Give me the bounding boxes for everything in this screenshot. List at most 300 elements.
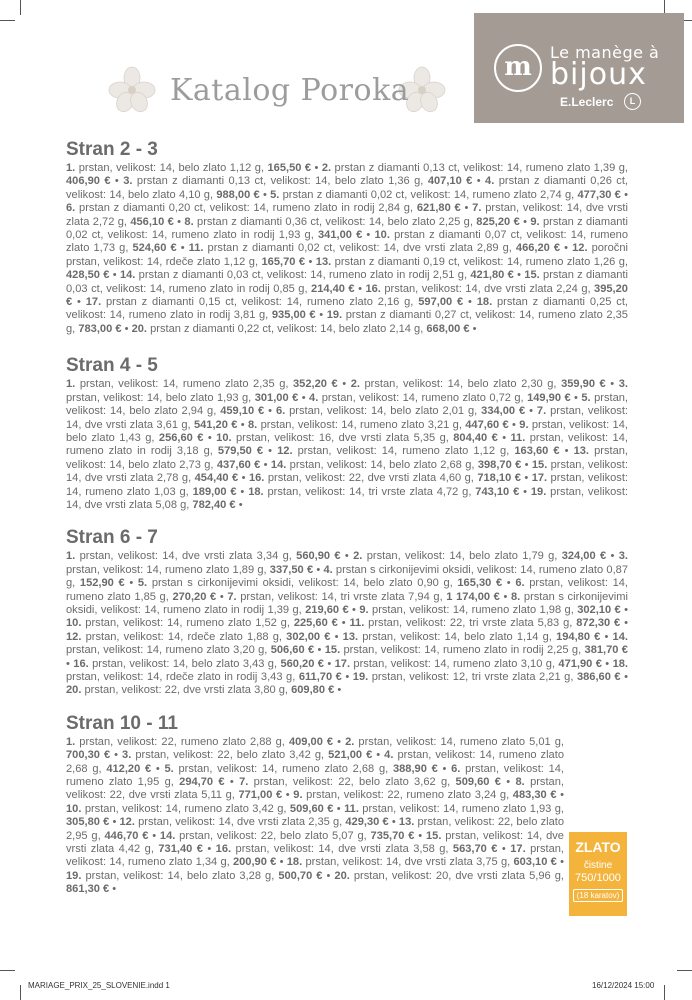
gold-purity-badge	[569, 832, 627, 916]
item-price: 603,10 €	[513, 856, 557, 869]
item-price: 429,30 €	[345, 816, 389, 829]
item-price: 560,20 €	[280, 657, 324, 670]
catalog-item	[123, 175, 472, 187]
item-number: 3.	[618, 550, 628, 563]
item-number: 15.	[324, 644, 341, 657]
item-description: prstan, velikost: 14, rumeno zlato 2,68 g,	[173, 762, 393, 775]
catalog-item	[66, 631, 330, 643]
item-description: prstan, velikost: 14, rumeno zlato 2,35 g,	[75, 378, 294, 391]
item-description: prstan z diamanti 0,25 ct, velikost: 14, rumeno zlato in rodij 3,81 g,	[66, 296, 628, 322]
item-number: 16.	[248, 472, 265, 485]
item-number: 4.	[485, 175, 495, 188]
item-description: prstan, velikost: 22, belo zlato 3,42 g,	[131, 749, 329, 762]
catalog-item	[349, 617, 620, 629]
item-number: 4.	[309, 391, 319, 404]
item-price: 352,20 €	[293, 378, 338, 391]
item-price: 509,60 €	[455, 776, 501, 789]
catalog-item	[86, 296, 463, 308]
item-description: prstan, velikost: 14, dve vrsti zlata 5,08 g,	[66, 485, 629, 511]
item-description: prstan, velikost: 14, belo zlato 3,28 g,	[81, 869, 279, 882]
item-description: prstan, velikost: 22, rumeno zlato 2,88 g,	[75, 735, 289, 748]
item-description: prstan z diamanti 0,15 ct, velikost: 14, rumeno zlato 2,16 g,	[101, 296, 419, 309]
item-price: 718,10 €	[477, 472, 521, 485]
item-price: 506,60 €	[270, 644, 315, 657]
item-description: prstan, velikost: 14, rumeno zlato 1,98 g,	[368, 603, 578, 616]
item-number: 17.	[85, 296, 102, 309]
item-number: 8.	[511, 590, 521, 603]
item-number: 15.	[425, 829, 442, 842]
catalog-item	[343, 631, 601, 643]
catalog-item	[216, 843, 498, 855]
catalog-item	[335, 658, 602, 670]
item-number: 20.	[131, 322, 148, 335]
item-price: 509,60 €	[289, 802, 334, 815]
item-number: 1.	[66, 735, 76, 748]
catalog-item	[66, 736, 333, 748]
item-price: 163,60 €	[514, 445, 560, 458]
item-price: 521,00 €	[328, 749, 373, 762]
item-number: 18.	[286, 856, 303, 869]
catalog-item	[277, 445, 559, 457]
item-price: 611,70 €	[298, 671, 342, 683]
item-description: prstan, velikost: 14, rdeče zlato in rodij 3,43 g,	[66, 671, 299, 683]
item-price: 334,00 €	[481, 405, 526, 418]
item-number: 11.	[188, 242, 204, 255]
item-description: prstan, velikost: 14, rumeno zlato 1,03 g,	[66, 472, 628, 498]
item-description: prstan, velikost: 14, belo zlato 3,43 g,	[88, 657, 281, 670]
item-price: 194,80 €	[556, 630, 601, 643]
leclerc-logo-letter: L	[629, 96, 636, 106]
catalog-item	[165, 763, 438, 775]
item-number: 7.	[472, 202, 482, 215]
item-price: 189,00 €	[192, 485, 237, 498]
item-price: 428,50 €	[66, 269, 110, 282]
item-price: 225,60 €	[293, 617, 338, 630]
item-price: 214,40 €	[311, 282, 355, 295]
catalog-item	[66, 550, 341, 562]
badge-title: ZLATO	[575, 839, 621, 855]
item-description: prstan, velikost: 14, dve vrsti zlata 2,78 g,	[66, 458, 628, 485]
item-number: 13.	[315, 255, 332, 268]
item-number: 8.	[184, 215, 194, 228]
item-description: prstan, velikost: 14, rumeno zlato 3,21 g,	[257, 418, 466, 431]
item-price: 152,90 €	[79, 577, 125, 590]
item-price: 301,00 €	[254, 391, 299, 404]
item-price: 466,20 €	[515, 242, 561, 255]
brand-company: E.Leclerc	[560, 95, 614, 109]
item-description: prstan s cirkonijevimi oksidi, velikost: 14, belo zlato 0,90 g,	[147, 577, 458, 590]
item-price: 386,60 €	[576, 671, 621, 683]
item-number: 16.	[73, 657, 89, 670]
item-description: prstan, velikost: 14, dve vrsti zlata 2,24 g,	[380, 282, 595, 295]
item-number: 10.	[66, 617, 82, 630]
item-price: 483,30 €	[512, 789, 557, 802]
item-price: 270,20 €	[172, 590, 217, 603]
item-price: 437,60 €	[216, 458, 261, 471]
item-number: 6.	[451, 762, 461, 775]
flower-icon	[108, 66, 156, 114]
item-description: prstan, velikost: 22, dve vrsti zlata 5,11 g,	[66, 776, 564, 802]
item-description: prstan z diamanti 0,19 ct, velikost: 14, rumeno zlato 1,26 g,	[331, 255, 628, 268]
item-description: prstan, velikost: 14, rumeno zlato 1,12 g,	[292, 445, 515, 458]
brand-logo-icon	[494, 44, 542, 92]
section-title: Stran 10 - 11	[66, 712, 178, 734]
item-price: 409,00 €	[288, 735, 334, 748]
item-description: prstan, velikost: 14, belo zlato 2,68 g,	[286, 458, 478, 471]
footer-date: 16/12/2024 15:00	[592, 981, 655, 990]
item-description: prstan, velikost: 14, belo zlato 1,79 g,	[362, 550, 562, 563]
section-title: Stran 6 - 7	[66, 527, 158, 549]
item-number: 18.	[248, 485, 264, 498]
item-number: 14.	[270, 458, 287, 471]
item-description: prstan, velikost: 14, rumeno zlato 5,01 g,	[354, 735, 564, 748]
item-number: 14.	[612, 630, 628, 643]
catalog-item	[66, 162, 311, 174]
item-number: 13.	[342, 630, 359, 643]
item-price: 471,90 €	[558, 657, 602, 670]
item-price: 149,90 €	[527, 391, 571, 404]
item-number: 19.	[352, 671, 369, 683]
item-description: prstan, velikost: 14, belo zlato 1,43 g,	[66, 418, 628, 444]
item-number: 20.	[66, 684, 82, 697]
catalog-item	[227, 591, 500, 603]
item-description: prstan, velikost: 22, belo zlato 5,07 g,	[175, 829, 371, 842]
item-number: 17.	[531, 472, 548, 485]
item-description: prstan, velikost: 14, belo zlato 1,14 g,	[358, 630, 557, 643]
item-number: 16.	[215, 843, 232, 856]
section-body: 1. prstan, velikost: 22, rumeno zlato 2,88 g, 409,00 € • 2. prstan, velikost: 14, rumeno zlato 5,01 g, 700,30 € • 3. prstan, velikost: 22, belo zlato 3,42 g, 521,00 € • 4. prstan, velikost: 14, rumeno zlato 2,68 g, 412,20 € • 5. prstan, velikost: 14, rumeno zlato 2,68 g, 388,90 € • 6. prstan, velikost: 14, rumeno zlato 1,95 g, 294,70 € • 7. prstan, velikost: 22, belo zlato 3,62 g, 509,60 € • 8. prstan, velikost: 22, dve vrsti zlata 5,11 g, 771,00 € • 9. prstan, velikost: 22, rumeno zlato 3,24 g, 483,30 € • 10. prstan, velikost: 14, rumeno zlato 3,42 g, 509,60 € • 11. prstan, velikost: 14, rumeno zlato 1,93 g, 305,80 € • 12. prstan, velikost: 14, dve vrsti zlata 2,35 g, 429,30 € • 13. prstan, velikost: 22, belo zlato 2,95 g, 446,70 € • 14. prstan, velikost: 22, belo zlato 5,07 g, 735,70 € • 15. prstan, velikost: 14, dve vrsti zlata 4,42 g, 731,40 € • 16. prstan, velikost: 14, dve vrsti zlata 3,58 g, 563,70 € • 17. prstan, velikost: 14, rumeno zlato 1,34 g, 200,90 € • 18. prstan, velikost: 14, dve vrsti zlata 3,75 g, 603,10 € • 19. prstan, velikost: 14, belo zlato 3,28 g, 500,70 € • 20. prstan, velikost: 20, dve vrsti zlata 5,96 g, 861,30 € •	[66, 735, 565, 896]
item-price: 200,90 €	[232, 856, 277, 869]
item-number: 11.	[344, 802, 359, 815]
catalog-item	[216, 432, 498, 444]
item-price: 988,00 €	[216, 188, 260, 201]
catalog-section	[66, 138, 628, 336]
item-description: prstan, velikost: 14, tri vrste zlata 4,72 g,	[263, 485, 476, 498]
item-price: 294,70 €	[179, 776, 225, 789]
item-description: prstan, velikost: 14, rumeno zlato 1,95 g,	[66, 762, 565, 789]
item-price: 861,30 €	[66, 883, 110, 896]
item-number: 16.	[365, 282, 381, 295]
item-description: poročni prstan, velikost: 14, rdeče zlato 1,12 g,	[66, 242, 628, 268]
item-description: prstan s cirkonijevimi oksidi, velikost: 14, rumeno zlato 0,87 g,	[66, 563, 628, 590]
item-price: 609,80 €	[291, 684, 335, 697]
item-number: 12.	[119, 816, 135, 829]
brand-tagline: Le manège à	[550, 43, 660, 62]
item-price: 324,00 €	[561, 550, 607, 563]
item-price: 597,00 €	[418, 296, 464, 309]
item-description: prstan, velikost: 14, dve vrsti zlata 3,75 g,	[302, 856, 514, 869]
section-body: 1. prstan, velikost: 14, rumeno zlato 2,35 g, 352,20 € • 2. prstan, velikost: 14, belo zlato 2,30 g, 359,90 € • 3. prstan, velikost: 14, belo zlato 1,93 g, 301,00 € • 4. prstan, velikost: 14, rumeno zlato 0,72 g, 149,90 € • 5. prstan, velikost: 14, belo zlato 2,94 g, 459,10 € • 6. prstan, velikost: 14, belo zlato 2,01 g, 334,00 € • 7. prstan, velikost: 14, dve vrsti zlata 3,61 g, 541,20 € • 8. prstan, velikost: 14, rumeno zlato 3,21 g, 447,60 € • 9. prstan, velikost: 14, belo zlato 1,43 g, 256,60 € • 10. prstan, velikost: 16, dve vrsti zlata 5,35 g, 804,40 € • 11. prstan, velikost: 14, rumeno zlato in rodij 3,18 g, 579,50 € • 12. prstan, velikost: 14, rumeno zlato 1,12 g, 163,60 € • 13. prstan, velikost: 14, belo zlato 2,73 g, 437,60 € • 14. prstan, velikost: 14, belo zlato 2,68 g, 398,70 € • 15. prstan, velikost: 14, dve vrsti zlata 2,78 g, 454,40 € • 16. prstan, velikost: 22, dve vrsti zlata 4,60 g, 718,10 € • 17. prstan, velikost: 14, rumeno zlato 1,03 g, 189,00 € • 18. prstan, velikost: 14, tri vrste zlata 4,72 g, 743,10 € • 19. prstan, velikost: 14, dve vrsti zlata 5,08 g, 782,40 € •	[66, 378, 629, 511]
item-price: 256,60 €	[158, 431, 204, 444]
brand-name: bijoux	[550, 57, 647, 92]
catalog-item	[359, 604, 620, 616]
item-price: 477,30 €	[577, 188, 621, 201]
crop-mark	[0, 970, 15, 971]
item-number: 4.	[384, 749, 394, 762]
catalog-item	[66, 617, 338, 629]
item-price: 579,50 €	[217, 445, 264, 458]
item-price: 165,30 €	[457, 577, 503, 590]
item-number: 15.	[524, 269, 540, 282]
footer-file: MARIAGE_PRIX_25_SLOVENIE.indd 1	[28, 981, 170, 990]
brand-logo-mark: m	[504, 52, 532, 82]
item-number: 14.	[159, 829, 176, 842]
catalog-item	[270, 189, 621, 201]
item-price: 731,40 €	[158, 843, 203, 856]
item-number: 17.	[334, 657, 351, 670]
catalog-title: Katalog Poroka	[170, 73, 410, 108]
item-price: 165,70 €	[261, 255, 306, 268]
item-description: prstan, velikost: 14, rumeno zlato 1,93 g,	[358, 802, 564, 815]
section-title: Stran 2 - 3	[66, 139, 158, 160]
item-price: 302,10 €	[577, 603, 621, 616]
item-price: 782,40 €	[192, 498, 236, 511]
item-description: prstan s cirkonijevimi oksidi, velikost: 14, rumeno zlato in rodij 1,39 g,	[66, 590, 628, 616]
item-description: prstan, velikost: 14, rumeno zlato 3,42 g,	[81, 802, 290, 815]
item-description: prstan, velikost: 14, rumeno zlato 2,68 g,	[66, 749, 564, 775]
catalog-item	[66, 803, 333, 815]
catalog-item	[184, 216, 519, 228]
catalog-item	[351, 378, 606, 390]
catalog-content	[66, 138, 628, 911]
item-description: prstan, velikost: 14, dve vrsti zlata 3,58 g,	[231, 843, 453, 856]
item-number: 5.	[137, 577, 148, 590]
item-price: 935,00 €	[271, 309, 316, 322]
crop-mark	[0, 20, 15, 21]
item-description: prstan, velikost: 14, dve vrsti zlata 2,72 g,	[66, 202, 628, 228]
item-price: 560,90 €	[296, 550, 341, 563]
catalog-item	[271, 459, 521, 471]
catalog-item	[309, 392, 571, 404]
item-description: prstan, velikost: 22, dve vrsti zlata 3,80 g,	[81, 684, 292, 697]
item-number: 12.	[66, 630, 82, 643]
item-number: 9.	[519, 418, 529, 431]
item-price: 621,80 €	[416, 202, 461, 215]
item-number: 19.	[326, 309, 343, 322]
item-description: prstan, velikost: 14, belo zlato 2,94 g,	[66, 391, 629, 418]
item-number: 6.	[515, 577, 525, 590]
crop-mark	[20, 0, 21, 15]
item-number: 7.	[536, 405, 547, 418]
item-price: 700,30 €	[66, 749, 111, 762]
catalog-section	[66, 712, 628, 897]
item-description: prstan z diamanti 0,27 ct, velikost: 14, rumeno zlato 2,35 g,	[66, 309, 628, 335]
item-number: 6.	[275, 405, 286, 418]
item-description: prstan, velikost: 14, dve vrsti zlata 4,42 g,	[66, 829, 564, 856]
item-number: 7.	[227, 590, 237, 603]
catalog-section	[66, 526, 628, 697]
item-number: 3.	[618, 378, 628, 391]
item-price: 825,20 €	[476, 215, 520, 228]
catalog-section	[66, 354, 628, 512]
item-number: 14.	[119, 269, 136, 282]
item-price: 421,80 €	[470, 269, 514, 282]
catalog-item	[73, 658, 324, 670]
item-description: prstan, velikost: 14, rumeno zlato 1,89 g,	[66, 563, 270, 576]
item-description: prstan, velikost: 14, belo zlato 2,73 g,	[66, 445, 628, 471]
item-price: 359,90 €	[561, 378, 606, 391]
item-price: 500,70 €	[278, 869, 323, 882]
item-price: 783,00 €	[78, 322, 122, 335]
item-number: 15.	[531, 458, 548, 471]
item-price: 302,00 €	[286, 630, 331, 643]
item-price: 743,10 €	[475, 485, 520, 498]
item-number: 7.	[239, 776, 249, 789]
item-number: 1.	[66, 378, 76, 391]
item-price: 872,30 €	[576, 617, 621, 630]
item-description: prstan z diamanti 0,02 ct, velikost: 14, dve vrsti zlata 2,89 g,	[203, 242, 516, 255]
badge-purity: 750/1000	[575, 872, 621, 884]
item-price: 407,10 €	[427, 175, 473, 188]
item-price: 219,60 €	[305, 603, 349, 616]
item-number: 12.	[277, 445, 293, 458]
item-number: 10.	[374, 229, 390, 242]
item-description: prstan, velikost: 22, belo zlato 3,62 g,	[248, 776, 456, 789]
item-description: prstan z diamanti 0,03 ct, velikost: 14, rumeno zlato in rodij 2,51 g,	[135, 269, 471, 282]
crop-mark	[664, 985, 665, 1000]
item-number: 4.	[323, 563, 333, 576]
item-description: prstan z diamanti 0,02 ct, velikost: 14, rumeno zlato 2,74 g,	[279, 188, 578, 201]
leclerc-logo-icon	[624, 93, 641, 110]
item-description: prstan z diamanti 0,22 ct, velikost: 14, belo zlato 2,14 g,	[147, 322, 427, 335]
catalog-item	[66, 378, 338, 390]
item-number: 3.	[122, 749, 132, 762]
item-description: prstan, velikost: 14, rumeno zlato 0,72 g,	[318, 391, 528, 404]
item-description: prstan, velikost: 14, rumeno zlato 1,34 g,	[66, 843, 565, 869]
item-number: 18.	[612, 657, 628, 670]
item-number: 12.	[572, 242, 588, 255]
item-number: 8.	[515, 776, 525, 789]
catalog-item	[66, 202, 461, 214]
item-price: 395,20 €	[66, 282, 628, 309]
brand-logo-box	[474, 13, 684, 123]
item-description: prstan, velikost: 14, rumeno zlato 3,20 g,	[66, 644, 271, 657]
item-price: 165,50 €	[267, 162, 312, 174]
item-number: 1.	[66, 550, 76, 563]
catalog-item	[239, 776, 501, 788]
catalog-item	[353, 671, 621, 683]
item-description: prstan, velikost: 14, belo zlato 2,30 g,	[359, 378, 562, 391]
item-price: 446,70 €	[104, 829, 149, 842]
item-number: 10.	[216, 431, 232, 444]
crop-mark	[20, 985, 21, 1000]
item-number: 20.	[334, 869, 350, 882]
catalog-item	[287, 856, 557, 868]
item-price: 398,70 €	[477, 458, 522, 471]
item-number: 19.	[530, 485, 547, 498]
catalog-item	[66, 870, 322, 882]
catalog-item	[325, 644, 628, 656]
catalog-item	[249, 472, 521, 484]
item-number: 11.	[349, 617, 365, 630]
item-price: 735,70 €	[370, 829, 415, 842]
item-description: prstan, velikost: 14, tri vrste zlata 7,94 g,	[236, 590, 447, 603]
item-number: 1.	[66, 162, 76, 174]
item-price: 1 174,00 €	[446, 590, 500, 603]
item-description: prstan, velikost: 14, belo zlato 1,12 g,	[75, 162, 268, 174]
item-price: 459,10 €	[220, 405, 265, 418]
section-body: 1. prstan, velikost: 14, belo zlato 1,12 g, 165,50 € • 2. prstan z diamanti 0,13 ct, velikost: 14, rumeno zlato 1,39 g, 406,90 € • 3. prstan z diamanti 0,13 ct, velikost: 14, belo zlato 1,36 g, 407,10 € • 4. prstan z diamanti 0,26 ct, velikost: 14, belo zlato 4,10 g, 988,00 € • 5. prstan z diamanti 0,02 ct, velikost: 14, rumeno zlato 2,74 g, 477,30 € • 6. prstan z diamanti 0,20 ct, velikost: 14, rumeno zlato in rodij 2,84 g, 621,80 € • 7. prstan, velikost: 14, dve vrsti zlata 2,72 g, 456,10 € • 8. prstan z diamanti 0,36 ct, velikost: 14, belo zlato 2,25 g, 825,20 € • 9. prstan z diamanti 0,02 ct, velikost: 14, rumeno zlato in rodij 1,93 g, 341,00 € • 10. prstan z diamanti 0,07 ct, velikost: 14, rumeno zlato 1,73 g, 524,60 € • 11. prstan z diamanti 0,02 ct, velikost: 14, dve vrsti zlata 2,89 g, 466,20 € • 12. poročni prstan, velikost: 14, rdeče zlato 1,12 g, 165,70 € • 13. prstan z diamanti 0,19 ct, velikost: 14, rumeno zlato 1,26 g, 428,50 € • 14. prstan z diamanti 0,03 ct, velikost: 14, rumeno zlato in rodij 2,51 g, 421,80 € • 15. prstan z diamanti 0,03 ct, velikost: 14, rumeno zlato in rodij 0,85 g, 214,40 € • 16. prstan, velikost: 14, dve vrsti zlata 2,24 g, 395,20 € • 17. prstan z diamanti 0,15 ct, velikost: 14, rumeno zlato 2,16 g, 597,00 € • 18. prstan z diamanti 0,25 ct, velikost: 14, rumeno zlato in rodij 3,81 g, 935,00 € • 19. prstan z diamanti 0,27 ct, velikost: 14, rumeno zlato 2,35 g, 783,00 € • 20. prstan z diamanti 0,22 ct, velikost: 14, belo zlato 2,14 g, 668,00 € •	[66, 162, 629, 335]
item-description: prstan, velikost: 14, rumeno zlato in rodij 2,25 g,	[340, 644, 585, 657]
item-number: 2.	[321, 162, 332, 174]
item-price: 668,00 €	[426, 322, 470, 335]
item-number: 9.	[293, 789, 303, 802]
item-number: 6.	[66, 202, 76, 215]
item-number: 9.	[530, 215, 540, 228]
item-price: 305,80 €	[66, 816, 110, 829]
item-number: 18.	[476, 296, 493, 309]
badge-line: čistine	[583, 860, 613, 871]
item-number: 5.	[164, 762, 174, 775]
catalog-item	[276, 405, 525, 417]
item-description: prstan z diamanti 0,36 ct, velikost: 14, belo zlato 2,25 g,	[193, 215, 477, 228]
item-price: 454,40 €	[194, 472, 239, 485]
item-description: prstan z diamanti 0,26 ct, velikost: 14, belo zlato 4,10 g,	[66, 175, 628, 201]
item-description: prstan z diamanti 0,02 ct, velikost: 14, rumeno zlato in rodij 1,93 g,	[66, 215, 628, 242]
item-description: prstan, velikost: 14, rumeno zlato in rodij 3,18 g,	[66, 431, 628, 458]
item-price: 406,90 €	[66, 175, 111, 188]
item-description: prstan z diamanti 0,13 ct, velikost: 14, belo zlato 1,36 g,	[132, 175, 428, 188]
item-description: prstan z diamanti 0,07 ct, velikost: 14, rumeno zlato 1,73 g,	[66, 229, 628, 255]
item-description: prstan, velikost: 14, dve vrsti zlata 3,34 g,	[75, 550, 297, 563]
item-number: 8.	[247, 418, 258, 431]
item-price: 771,00 €	[238, 789, 283, 802]
item-number: 13.	[573, 445, 590, 458]
item-price: 381,70 €	[584, 644, 628, 657]
catalog-item	[122, 749, 372, 761]
item-number: 2.	[345, 735, 355, 748]
item-number: 2.	[353, 550, 363, 563]
item-description: prstan, velikost: 22, tri vrste zlata 5,83 g,	[364, 617, 577, 630]
catalog-item	[293, 789, 556, 801]
item-description: prstan, velikost: 14, dve vrsti zlata 2,35 g,	[134, 816, 346, 829]
item-price: 337,50 €	[269, 563, 314, 576]
item-number: 5.	[270, 188, 280, 201]
badge-karat: (18 karatov)	[573, 889, 623, 902]
catalog-item	[138, 577, 502, 589]
catalog-item	[120, 816, 389, 828]
item-description: prstan, velikost: 16, dve vrsti zlata 5,35 g,	[231, 431, 454, 444]
item-price: 541,20 €	[193, 418, 238, 431]
item-number: 17.	[510, 843, 526, 856]
item-description: prstan, velikost: 14, belo zlato 1,93 g,	[66, 391, 255, 404]
item-price: 341,00 €	[317, 229, 363, 242]
item-number: 19.	[66, 869, 82, 882]
item-description: prstan, velikost: 20, dve vrsti zlata 5,96 g,	[349, 869, 564, 882]
item-number: 2.	[350, 378, 360, 391]
item-description: prstan z diamanti 0,03 ct, velikost: 14, rumeno zlato in rodij 0,85 g,	[66, 269, 628, 295]
section-body: 1. prstan, velikost: 14, dve vrsti zlata 3,34 g, 560,90 € • 2. prstan, velikost: 14, belo zlato 1,79 g, 324,00 € • 3. prstan, velikost: 14, rumeno zlato 1,89 g, 337,50 € • 4. prstan s cirkonijevimi oksidi, velikost: 14, rumeno zlato 0,87 g, 152,90 € • 5. prstan s cirkonijevimi oksidi, velikost: 14, belo zlato 0,90 g, 165,30 € • 6. prstan, velikost: 14, rumeno zlato 1,85 g, 270,20 € • 7. prstan, velikost: 14, tri vrste zlata 7,94 g, 1 174,00 € • 8. prstan s cirkonijevimi oksidi, velikost: 14, rumeno zlato in rodij 1,39 g, 219,60 € • 9. prstan, velikost: 14, rumeno zlato 1,98 g, 302,10 € • 10. prstan, velikost: 14, rumeno zlato 1,52 g, 225,60 € • 11. prstan, velikost: 22, tri vrste zlata 5,83 g, 872,30 € • 12. prstan, velikost: 14, rdeče zlato 1,88 g, 302,00 € • 13. prstan, velikost: 14, belo zlato 1,14 g, 194,80 € • 14. prstan, velikost: 14, rumeno zlato 3,20 g, 506,60 € • 15. prstan, velikost: 14, rumeno zlato in rodij 2,25 g, 381,70 € • 16. prstan, velikost: 14, belo zlato 3,43 g, 560,20 € • 17. prstan, velikost: 14, rumeno zlato 3,10 g, 471,90 € • 18. prstan, velikost: 14, rdeče zlato in rodij 3,43 g, 611,70 € • 19. prstan, velikost: 12, tri vrste zlata 2,21 g, 386,60 € • 20. prstan, velikost: 22, dve vrsti zlata 3,80 g, 609,80 € •	[66, 550, 629, 697]
item-price: 563,70 €	[452, 843, 498, 856]
item-number: 11.	[510, 431, 526, 444]
item-price: 524,60 €	[132, 242, 177, 255]
item-description: prstan z diamanti 0,20 ct, velikost: 14, rumeno zlato in rodij 2,84 g,	[75, 202, 417, 215]
catalog-item	[248, 486, 519, 498]
item-number: 3.	[123, 175, 133, 188]
catalog-item	[160, 830, 415, 842]
crop-mark	[677, 970, 692, 971]
item-description: prstan, velikost: 12, tri vrste zlata 2,21 g,	[368, 671, 577, 683]
item-description: prstan, velikost: 14, rumeno zlato 3,10 g,	[350, 657, 559, 670]
catalog-item	[120, 269, 514, 281]
item-number: 9.	[359, 603, 369, 616]
catalog-item	[66, 684, 334, 696]
item-description: prstan, velikost: 14, dve vrsti zlata 3,61 g,	[66, 405, 628, 431]
item-description: prstan, velikost: 14, rumeno zlato 1,85 g,	[66, 577, 628, 603]
catalog-item	[132, 323, 470, 335]
item-number: 10.	[66, 802, 82, 815]
item-description: prstan, velikost: 14, belo zlato 2,01 g,	[285, 405, 482, 418]
